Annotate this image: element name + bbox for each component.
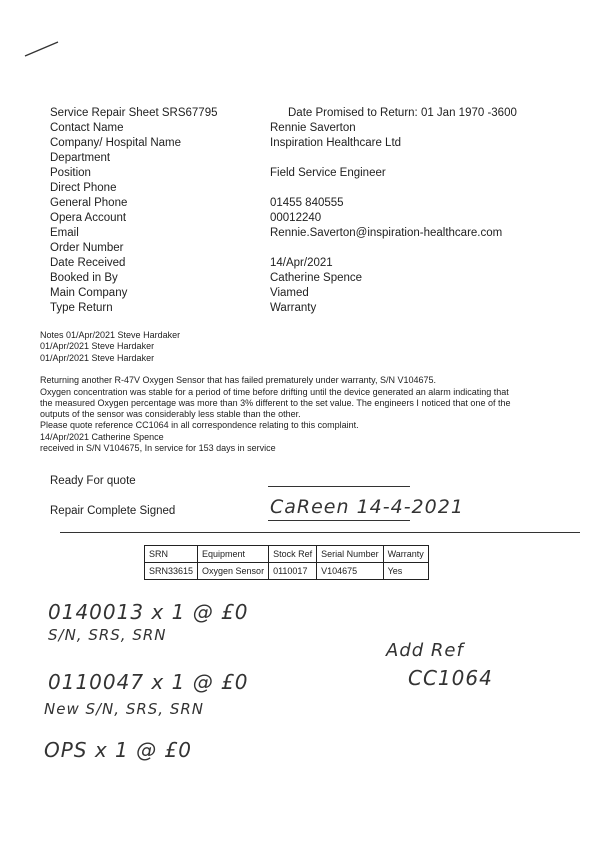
field-label: Booked in By xyxy=(50,272,118,284)
note-line: Please quote reference CC1064 in all correspondence relating to this complaint. xyxy=(40,420,359,431)
signature: CaReen 14-4-2021 xyxy=(270,496,464,518)
field-label: Date Received xyxy=(50,257,126,269)
field-label: Position xyxy=(50,167,91,179)
handwritten-note: OPS x 1 @ £0 xyxy=(44,738,192,762)
note-line: 14/Apr/2021 Catherine Spence xyxy=(40,431,164,442)
field-value: Catherine Spence xyxy=(270,272,363,284)
table-row xyxy=(145,563,429,580)
date-promised: Date Promised to Return: 01 Jan 1970 -3600 xyxy=(288,107,517,119)
repair-complete-label: Repair Complete Signed xyxy=(50,505,176,517)
note-line: 01/Apr/2021 Steve Hardaker xyxy=(40,341,155,352)
field-value: Inspiration Healthcare Ltd xyxy=(270,137,402,149)
field-label: Department xyxy=(50,152,111,164)
field-value: Warranty xyxy=(270,302,317,314)
header-cell: Equipment xyxy=(198,546,269,563)
field-value: 01455 840555 xyxy=(270,197,344,209)
note-line: Returning another R-47V Oxygen Sensor that has failed prematurely under warranty, S/N V104675. xyxy=(40,375,437,386)
note-line: outputs of the sensor was considerably less stable than the other. xyxy=(40,409,301,420)
handwritten-note: 0140013 x 1 @ £0 xyxy=(48,600,249,624)
sheet-title: Service Repair Sheet SRS67795 xyxy=(50,107,218,119)
quote-line xyxy=(268,486,410,487)
field-label: Company/ Hospital Name xyxy=(50,137,182,149)
header-cell: Warranty xyxy=(383,546,428,563)
field-label: Email xyxy=(50,227,79,239)
note-line: Oxygen concentration was stable for a period of time before drifting until the device generated an alarm indicating that xyxy=(40,386,509,397)
cell: SRN33615 xyxy=(145,563,198,580)
cell: V104675 xyxy=(317,563,384,580)
table-header-row xyxy=(145,546,429,563)
divider xyxy=(60,532,580,533)
field-value: Viamed xyxy=(270,287,309,299)
field-value: Rennie Saverton xyxy=(270,122,356,134)
ready-for-quote-label: Ready For quote xyxy=(50,475,136,487)
field-value: Field Service Engineer xyxy=(270,167,386,179)
cell: Oxygen Sensor xyxy=(198,563,269,580)
handwritten-note: Add Ref xyxy=(386,640,464,661)
handwritten-note: S/N, SRS, SRN xyxy=(48,626,167,644)
field-label: General Phone xyxy=(50,197,128,209)
equipment-table xyxy=(144,545,429,580)
handwritten-note: CC1064 xyxy=(408,666,493,690)
pen-mark xyxy=(22,38,62,60)
header-cell: SRN xyxy=(145,546,198,563)
field-label: Opera Account xyxy=(50,212,127,224)
note-line: 01/Apr/2021 Steve Hardaker xyxy=(40,352,155,363)
field-value: Rennie.Saverton@inspiration-healthcare.com xyxy=(270,227,503,239)
field-label: Main Company xyxy=(50,287,128,299)
note-line: received in S/N V104675, In service for 153 days in service xyxy=(40,443,276,453)
cell: 0110017 xyxy=(269,563,317,580)
handwritten-note: 0110047 x 1 @ £0 xyxy=(48,670,249,694)
note-line: Notes 01/Apr/2021 Steve Hardaker xyxy=(40,330,181,340)
header-cell: Serial Number xyxy=(317,546,384,563)
field-label: Direct Phone xyxy=(50,182,117,194)
field-label: Type Return xyxy=(50,302,113,314)
field-value: 00012240 xyxy=(270,212,322,224)
field-label: Order Number xyxy=(50,242,124,254)
signature-line xyxy=(268,520,410,521)
handwritten-note: New S/N, SRS, SRN xyxy=(44,700,204,718)
cell: Yes xyxy=(383,563,428,580)
note-line: the measured Oxygen percentage was more than 3% different to the set value. The engineers I noticed that one of the xyxy=(40,397,511,408)
header-cell: Stock Ref xyxy=(269,546,317,563)
field-label: Contact Name xyxy=(50,122,124,134)
field-value: 14/Apr/2021 xyxy=(270,257,333,269)
